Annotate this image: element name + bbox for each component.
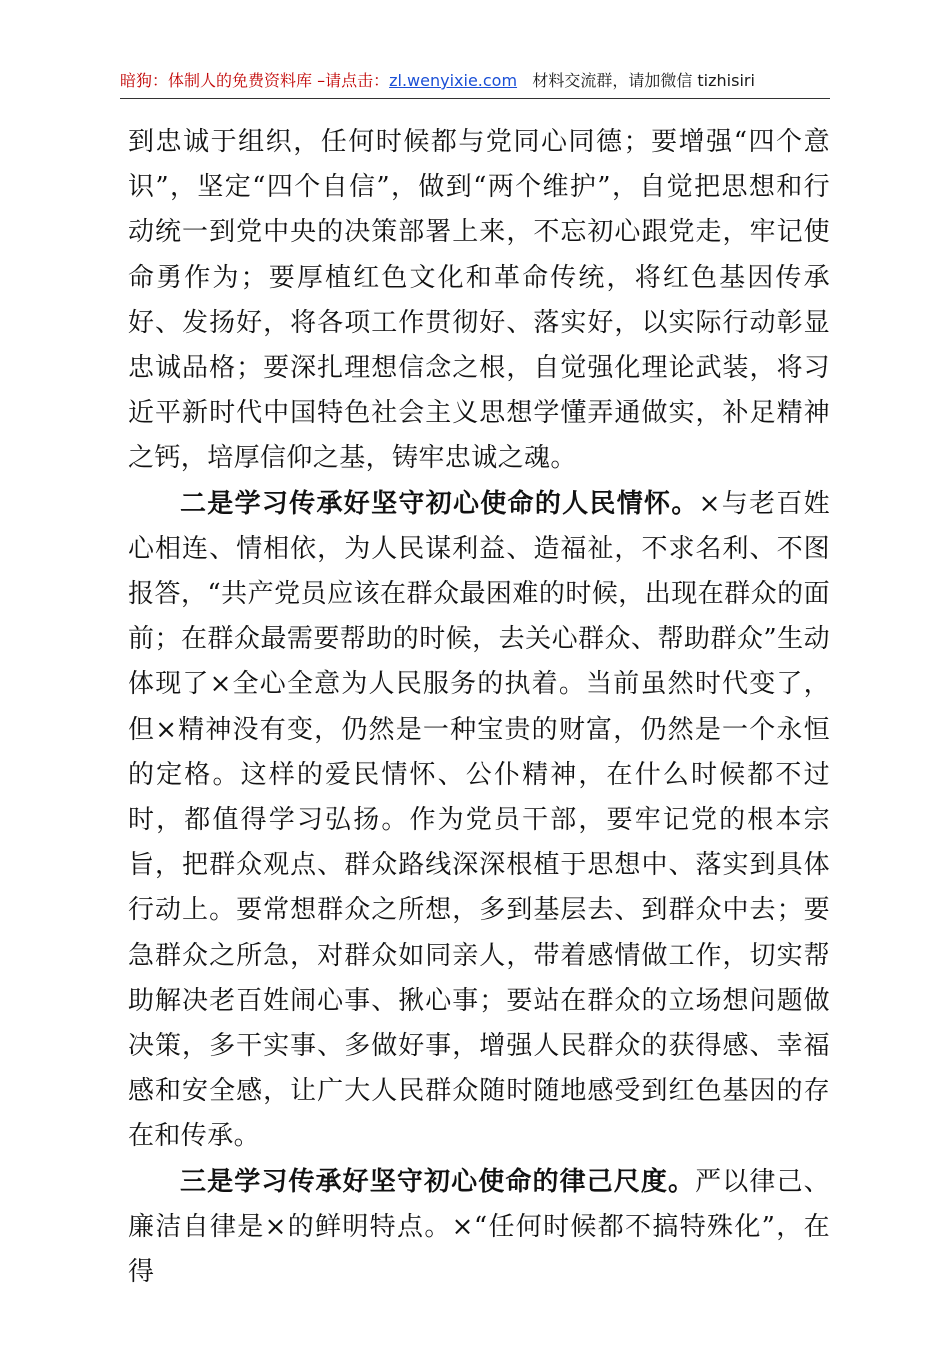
- paragraph-body: 到忠诚于组织，任何时候都与党同心同德；要增强“四个意识”，坚定“四个自信”，做到“两个维护”，自觉把思想和行动统一到党中央的决策部署上来，不忘初心跟党走，牢记使命勇作为；要厚植红色文化和革命传统，将红色基因传承好、发扬好，将各项工作贯彻好、落实好，以实际行动彰显忠诚品格；要深扎理想信念之根，自觉强化理论武装，将习近平新时代中国特色社会主义思想学懂弄通做实，补足精神之钙，培厚信仰之基，铸牢忠诚之魂。: [128, 127, 830, 474]
- header-divider: [120, 98, 830, 99]
- paragraph-people-sentiment: [128, 482, 830, 1160]
- paragraph-self-discipline: [128, 1160, 830, 1296]
- header-contact: [517, 71, 755, 90]
- header-contact-text: 材料交流群，请加微信 tizhisiri: [532, 71, 755, 90]
- header-brand: 暗狗：体制人的免费资料库: [120, 71, 313, 90]
- paragraph-lead: 二是学习传承好坚守初心使命的人民情怀。: [180, 488, 699, 519]
- paragraph-body: ×与老百姓心相连、情相依，为人民谋利益、造福祉，不求名利、不图报答，“共产党员应该在群众最困难的时候，出现在群众的面前；在群众最需要帮助的时候，去关心群众、帮助群众”生动体现了×全心全意为人民服务的执着。当前虽然时代变了，但×精神没有变，仍然是一种宝贵的财富，仍然是一个永恒的定格。这样的爱民情怀、公仆精神，在什么时候都不过时，都值得学习弘扬。作为党员干部，要牢记党的根本宗旨，把群众观点、群众路线深深根植于思想中、落实到具体行动上。要常想群众之所想，多到基层去、到群众中去；要急群众之所急，对群众如同亲人，带着感情做工作，切实帮助解决老百姓闹心事、揪心事；要站在群众的立场想问题做决策，多干实事、多做好事，增强人民群众的获得感、幸福感和安全感，让广大人民群众随时随地感受到红色基因的存在和传承。: [128, 488, 830, 1152]
- header-link[interactable]: zl.wenyixie.com: [389, 71, 518, 90]
- page-header: [120, 66, 830, 96]
- document-body: [128, 120, 830, 1295]
- header-prompt: –请点击：: [312, 71, 390, 90]
- paragraph-lead: 三是学习传承好坚守初心使命的律己尺度。: [180, 1166, 696, 1197]
- paragraph-body: 严以律己、廉洁自律是×的鲜明特点。×“任何时候都不搞特殊化”，在得: [128, 1166, 830, 1288]
- paragraph-continuation: [128, 120, 830, 482]
